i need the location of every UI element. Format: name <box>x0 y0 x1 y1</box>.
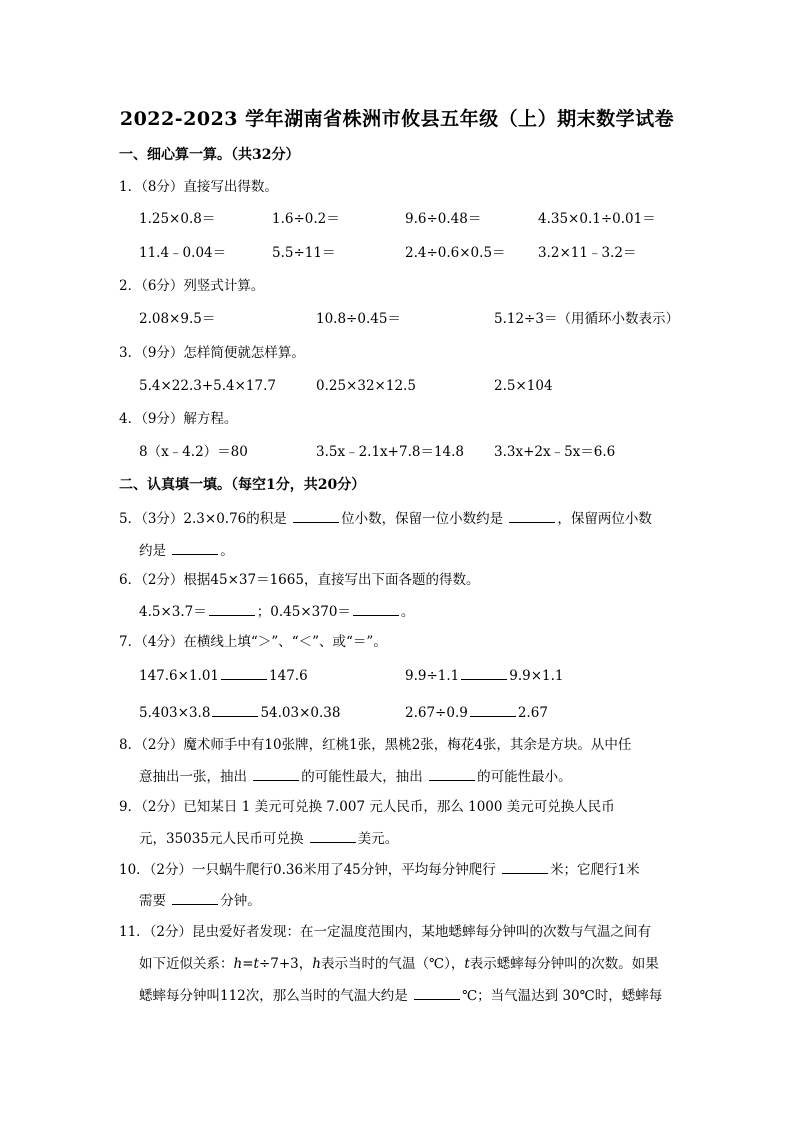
q1-item: 3.2×11﹣3.2＝ <box>538 245 637 261</box>
q8-text: 的可能性最大，抽出 <box>301 769 423 785</box>
q7-left: 9.9÷1.1 <box>405 668 460 684</box>
q6-text: 4.5×3.7＝ <box>139 604 207 620</box>
q2-item: 2.08×9.5＝ <box>139 311 216 327</box>
q4-item: 3.5x﹣2.1x+7.8＝14.8 <box>316 444 465 460</box>
q7-right: 54.03×0.38 <box>260 705 341 721</box>
question-7-stem: 7．（4分）在横线上填“＞”、“＜”、或“＝”。 <box>119 634 387 650</box>
answer-blank[interactable] <box>509 509 555 523</box>
question-2-stem: 2．（6分）列竖式计算。 <box>119 278 265 294</box>
q6-text: ；0.45×370＝ <box>256 604 351 620</box>
question-8-line-2 <box>139 767 572 786</box>
q10-text: 分钟。 <box>220 893 261 909</box>
question-4-stem: 4．（9分）解方程。 <box>119 411 238 427</box>
answer-blank[interactable] <box>502 860 548 874</box>
q5-text: 位小数，保留一位小数约是 <box>341 511 504 527</box>
q7-right: 2.67 <box>517 705 548 721</box>
q1-item: 11.4﹣0.04＝ <box>139 245 227 261</box>
question-10-line-2 <box>139 891 261 910</box>
q11-var-t: t <box>464 956 470 972</box>
q9-text: 元，35035元人民币可兑换 <box>139 831 304 847</box>
q11-var-h: h <box>312 956 321 972</box>
question-5-line-2 <box>139 541 234 560</box>
q7-compare-item <box>139 666 308 685</box>
q11-text: ℃；当气温达到 30℃时，蟋蟀每 <box>462 988 663 1004</box>
q7-compare-item <box>405 703 548 722</box>
q7-left: 2.67÷0.9 <box>405 705 468 721</box>
question-5-line-1 <box>119 509 652 528</box>
question-11-line-2 <box>139 955 659 973</box>
question-6-stem: 6．（2分）根据45×37＝1665，直接写出下面各题的得数。 <box>119 572 480 588</box>
q1-item: 9.6÷0.48＝ <box>405 211 482 227</box>
answer-blank[interactable] <box>293 509 339 523</box>
q1-item: 1.6÷0.2＝ <box>272 211 340 227</box>
q2-item: 5.12÷3＝（用循环小数表示） <box>494 311 679 327</box>
q5-text: 5．（3分）2.3×0.76的积是 <box>119 511 287 527</box>
q11-text: 表示蟋蟀每分钟叫的次数。如果 <box>469 956 659 972</box>
question-6-answers <box>139 602 414 621</box>
answer-blank[interactable] <box>253 767 299 781</box>
q1-item: 4.35×0.1÷0.01＝ <box>538 211 656 227</box>
question-11-line-1: 11．（2分）昆虫爱好者发现：在一定温度范围内，某地蟋蟀每分钟叫的次数与气温之间有 <box>119 924 652 940</box>
q5-text: 。 <box>220 543 234 559</box>
q5-text: 约是 <box>139 543 166 559</box>
q9-text: 美元。 <box>357 831 399 847</box>
q5-text: ，保留两位小数 <box>557 511 652 527</box>
q11-text: 表示当时的气温（℃）， <box>320 956 465 972</box>
question-9-line-1: 9．（2分）已知某日 1 美元可兑换 7.007 元人民币，那么 1000 美元可兑换人民币 <box>119 799 615 815</box>
q7-left: 147.6×1.01 <box>139 668 220 684</box>
q7-left: 5.403×3.8 <box>139 705 211 721</box>
q7-compare-item <box>139 703 340 722</box>
answer-blank[interactable] <box>429 767 475 781</box>
page-title: 2022-2023 学年湖南省株洲市攸县五年级（上）期末数学试卷 <box>119 108 675 130</box>
q11-text: 蟋蟀每分钟叫112次，那么当时的气温大约是 <box>139 988 408 1004</box>
q11-var-h: h <box>233 956 243 972</box>
q11-text: = <box>242 956 254 972</box>
answer-blank[interactable] <box>221 666 267 680</box>
q1-item: 2.4÷0.6×0.5＝ <box>405 245 506 261</box>
answer-blank[interactable] <box>172 541 218 555</box>
q11-text: ÷7+3， <box>258 956 313 972</box>
q10-text: 需要 <box>139 893 166 909</box>
answer-blank[interactable] <box>172 891 218 905</box>
question-11-line-3 <box>139 986 662 1005</box>
question-9-line-2 <box>139 829 398 848</box>
question-10-line-1 <box>119 860 640 879</box>
q11-text: 如下近似关系： <box>139 956 234 972</box>
q7-right: 147.6 <box>269 668 308 684</box>
q8-text: 意抽出一张，抽出 <box>139 769 247 785</box>
question-3-stem: 3．（9分）怎样简便就怎样算。 <box>119 345 305 361</box>
q1-item: 5.5÷11＝ <box>272 245 336 261</box>
answer-blank[interactable] <box>310 829 356 843</box>
answer-blank[interactable] <box>353 602 399 616</box>
q7-compare-item <box>405 666 564 685</box>
q4-item: 3.3x+2x﹣5x＝6.6 <box>494 444 616 460</box>
q3-item: 0.25×32×12.5 <box>316 378 416 394</box>
q10-text: 10．（2分）一只蜗牛爬行0.36米用了45分钟，平均每分钟爬行 <box>119 862 496 878</box>
q8-text: 的可能性最小。 <box>477 769 572 785</box>
q3-item: 2.5×104 <box>494 378 553 394</box>
question-1-stem: 1．（8分）直接写出得数。 <box>119 179 278 195</box>
answer-blank[interactable] <box>209 602 255 616</box>
answer-blank[interactable] <box>470 703 516 717</box>
question-8-line-1: 8．（2分）魔术师手中有10张牌，红桃1张，黑桃2张，梅花4张，其余是方块。从中任 <box>119 737 632 753</box>
q1-item: 1.25×0.8＝ <box>139 211 216 227</box>
answer-blank[interactable] <box>461 666 507 680</box>
q4-item: 8（x﹣4.2）＝80 <box>139 444 248 460</box>
q11-var-t: t <box>253 956 259 972</box>
answer-blank[interactable] <box>414 986 460 1000</box>
section-heading-1: 一、细心算一算。（共32分） <box>119 147 300 163</box>
q3-item: 5.4×22.3+5.4×17.7 <box>139 378 276 394</box>
q7-right: 9.9×1.1 <box>509 668 564 684</box>
section-heading-2: 二、认真填一填。（每空1分，共20分） <box>119 477 366 493</box>
q10-text: 米；它爬行1米 <box>550 862 640 878</box>
answer-blank[interactable] <box>212 703 258 717</box>
q2-item: 10.8÷0.45＝ <box>316 311 401 327</box>
q6-text: 。 <box>400 604 415 620</box>
